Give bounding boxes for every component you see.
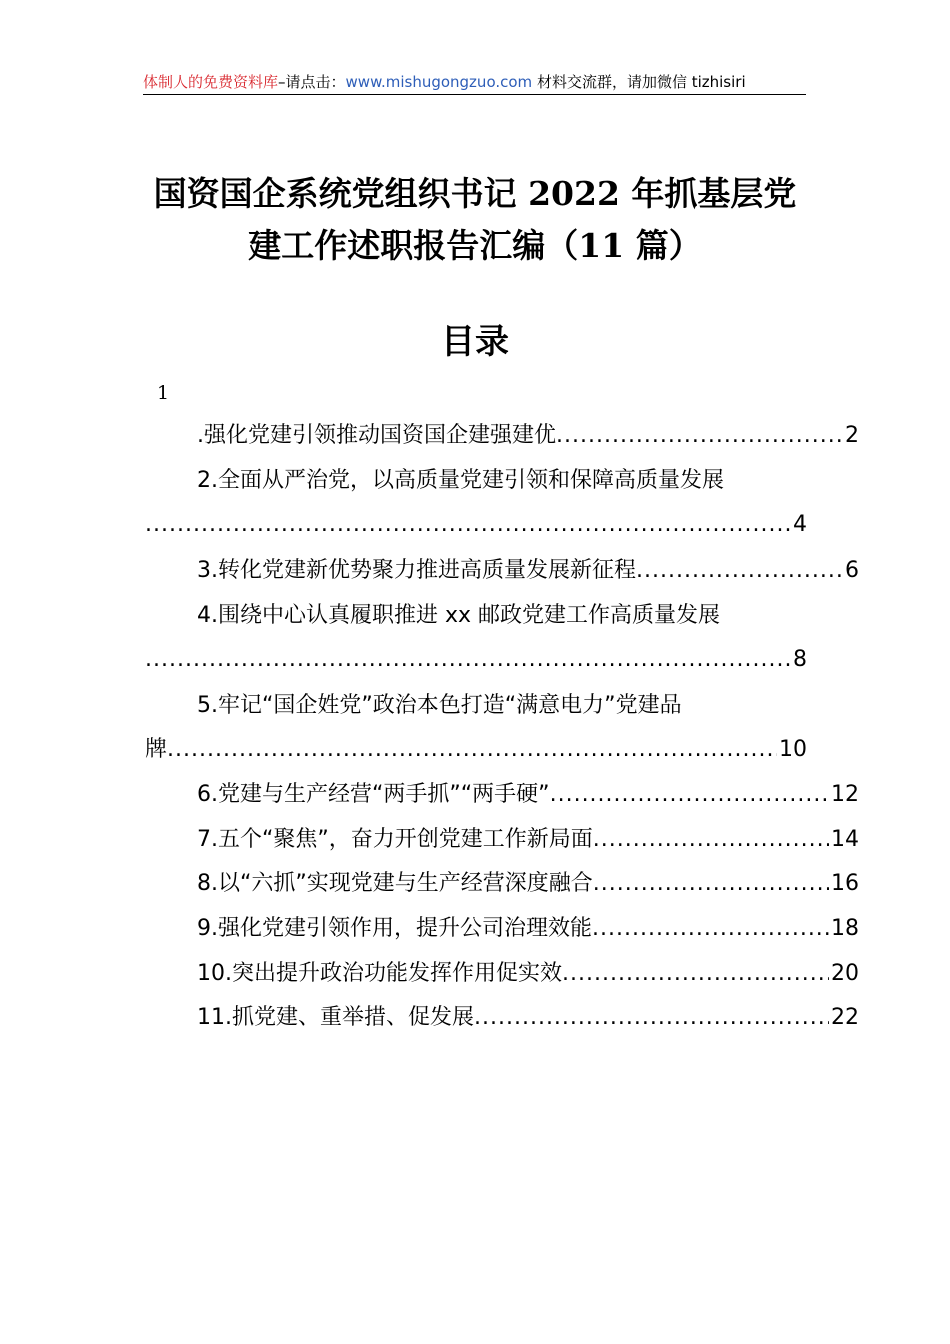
header-url-link[interactable]: www.mishugongzuo.com — [345, 73, 533, 91]
toc-entry-text: 4.围绕中心认真履职推进 xx 邮政党建工作高质量发展 — [197, 603, 721, 628]
toc-entry-page: 18 — [831, 916, 859, 941]
toc-entry-5[interactable] — [145, 684, 859, 728]
toc-entry-text: 2.全面从严治党，以高质量党建引领和保障高质量发展 — [197, 468, 724, 493]
toc-entry-8[interactable] — [145, 862, 859, 906]
toc-entry-2-continuation[interactable] — [145, 503, 807, 547]
toc-entry-7[interactable] — [145, 818, 859, 862]
toc-first-number: 1 — [157, 382, 170, 404]
toc-leader — [550, 773, 829, 817]
toc-entry-10[interactable] — [145, 952, 859, 996]
toc-entry-4-continuation[interactable] — [145, 638, 807, 682]
toc-entry-page: 22 — [831, 1005, 859, 1030]
toc-leader — [592, 907, 829, 951]
toc-leader — [145, 638, 791, 682]
toc-entry-page: 2 — [845, 423, 859, 448]
header-brand: 体制人的免费资料库 — [143, 73, 279, 91]
toc-entry-6[interactable] — [145, 773, 859, 817]
toc-entry-1[interactable] — [145, 414, 859, 458]
toc-entry-text: .强化党建引领推动国资国企建强建优 — [197, 423, 556, 448]
toc-leader — [145, 503, 791, 547]
toc-leader — [593, 862, 829, 906]
toc-entry-text: 5.牢记“国企姓党”政治本色打造“满意电力”党建品 — [197, 693, 682, 718]
title-line-2: 建工作述职报告汇编（11 篇） — [248, 226, 702, 265]
toc-entry-text: 牌 — [145, 737, 168, 762]
toc-leader — [556, 414, 843, 458]
toc-leader — [636, 549, 843, 593]
header-tail: 材料交流群，请加微信 tizhisiri — [532, 73, 746, 91]
toc-entry-page: 4 — [793, 512, 807, 537]
toc-entry-2[interactable] — [145, 459, 859, 503]
toc-entry-page: 16 — [831, 871, 859, 896]
toc-entry-page: 10 — [779, 737, 807, 762]
toc-leader — [474, 996, 829, 1040]
document-title — [120, 168, 830, 272]
header-prompt: –请点击： — [278, 73, 346, 91]
toc-entry-page: 6 — [845, 558, 859, 583]
toc-entry-9[interactable] — [145, 907, 859, 951]
toc-entry-11[interactable] — [145, 996, 859, 1040]
site-header — [143, 70, 806, 95]
toc-entry-page: 12 — [831, 782, 859, 807]
toc-heading: 目录 — [441, 322, 509, 362]
toc-entry-3[interactable] — [145, 549, 859, 593]
toc-entry-page: 14 — [831, 827, 859, 852]
toc-entry-text: 9.强化党建引领作用，提升公司治理效能 — [197, 916, 592, 941]
toc-leader — [167, 728, 777, 772]
title-line-1: 国资国企系统党组织书记 2022 年抓基层党 — [153, 174, 797, 213]
toc-entry-text: 6.党建与生产经营“两手抓”“两手硬” — [197, 782, 550, 807]
toc-entry-text: 7.五个“聚焦”，奋力开创党建工作新局面 — [197, 827, 593, 852]
toc-entry-text: 3.转化党建新优势聚力推进高质量发展新征程 — [197, 558, 636, 583]
toc-entry-4[interactable] — [145, 594, 859, 638]
toc-entry-page: 8 — [793, 647, 807, 672]
toc-entry-5-continuation[interactable] — [145, 728, 807, 772]
toc-entry-page: 20 — [831, 961, 859, 986]
toc-leader — [562, 952, 829, 996]
toc-entry-text: 11.抓党建、重举措、促发展 — [197, 1005, 474, 1030]
toc-entry-text: 10.突出提升政治功能发挥作用促实效 — [197, 961, 562, 986]
toc-entry-text: 8.以“六抓”实现党建与生产经营深度融合 — [197, 871, 593, 896]
toc-leader — [593, 818, 829, 862]
